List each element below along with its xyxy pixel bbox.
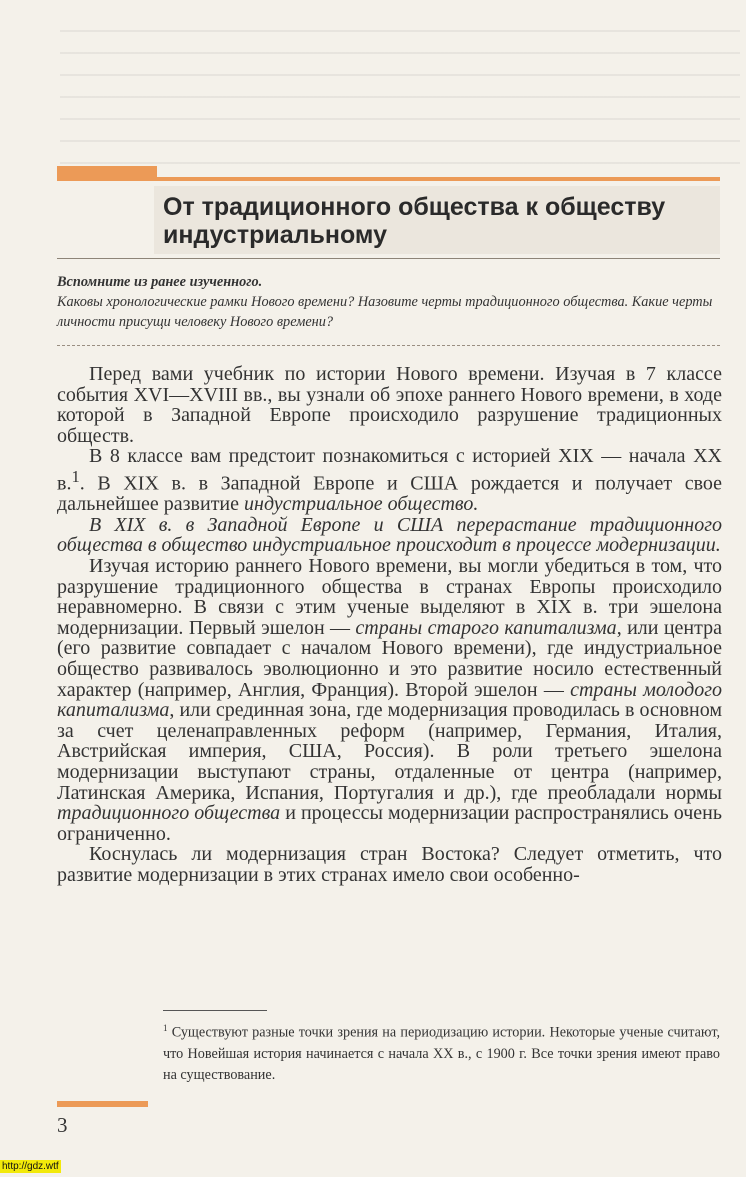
footnote-separator xyxy=(163,1010,267,1011)
paragraph-5: Коснулась ли модернизация стран Востока? Следует отметить, что развитие модернизации в этих странах имело свои особенно- xyxy=(57,843,722,886)
paragraph-4-text-3: , или срединная зона, где модернизация проводилась в основном за счет целенаправленных реформ (например, Германия, Италия, Австрийская империя, США, Россия). В роли третьего эшелона модернизации выступают страны, отдаленные от центра (например, Латинская Америка, Испания, Португалия и др.), где преобладали нормы xyxy=(57,699,722,804)
paragraph-4 xyxy=(57,556,722,844)
emphasis-old-capitalism: страны старого капитализма xyxy=(355,616,617,639)
paragraph-1: Перед вами учебник по истории Нового времени. Изучая в 7 классе события XVI—XVIII вв., вы узнали об эпохе раннего Нового времени, в ходе которой в Западной Европе происходило разрушение традиционных обществ. xyxy=(57,363,722,447)
recall-heading: Вспомните из ранее изученного. xyxy=(57,274,263,290)
paragraph-2-text-b: . В XIX в. в Западной Европе и США рождается и получает свое дальнейшее развитие xyxy=(57,472,722,516)
emphasis-traditional-society: традиционного общества xyxy=(57,802,281,825)
footnote-reference: 1 xyxy=(71,466,80,486)
emphasis-young-capitalism: страны молодого капитализма xyxy=(57,678,722,722)
page-number-bar xyxy=(57,1101,148,1107)
show-through-text xyxy=(60,30,740,170)
paragraph-4-text-4: и процессы модернизации распространялись очень ограниченно. xyxy=(57,802,723,845)
footnote-text: Существуют разные точки зрения на периодизацию истории. Некоторые ученые считают, что Новейшая история начинается с начала XX в., с 1900 г. Все точки зрения имеют право на существование. xyxy=(163,1024,720,1083)
recall-questions: Каковы хронологические рамки Нового времени? Назовите черты традиционного общества. Какие черты личности присущи человеку Нового времени? xyxy=(57,294,713,330)
paragraph-3-emphasis: В XIX в. в Западной Европе и США перерастание традиционного общества в общество индустриальное происходит в процессе модернизации. xyxy=(57,513,722,557)
accent-bar-long xyxy=(57,177,720,181)
page-number: 3 xyxy=(57,1113,68,1137)
emphasis-industrial-society: индустриальное общество. xyxy=(244,493,479,516)
footnote xyxy=(163,1018,720,1086)
recall-block xyxy=(57,272,722,332)
main-text xyxy=(57,364,722,886)
watermark-link[interactable]: http://gdz.wtf xyxy=(2,1161,59,1172)
paragraph-4-text-2: , или центра (его развитие совпадает с началом Нового времени), где индустриальное общество развивалось эволюционно и это развитие носило естественный характер (например, Англия, Франция). Второй эшелон — xyxy=(57,616,722,701)
footnote-marker: 1 xyxy=(163,1023,168,1033)
paragraph-2-text-a: В 8 классе вам предстоит познакомиться с историей XIX — начала XX в. xyxy=(57,445,722,495)
chapter-title: От традиционного общества к обществу индустриальному xyxy=(163,193,666,249)
paragraph-4-text-1: Изучая историю раннего Нового времени, вы могли убедиться в том, что разрушение традиционного общества в странах Европы происходило неравномерно. В связи с этим ученые выделяют в XIX в. три эшелона модернизации. Первый эшелон — xyxy=(57,555,722,639)
paragraph-2 xyxy=(57,446,722,514)
title-underline xyxy=(57,258,720,259)
recall-divider xyxy=(57,345,720,346)
